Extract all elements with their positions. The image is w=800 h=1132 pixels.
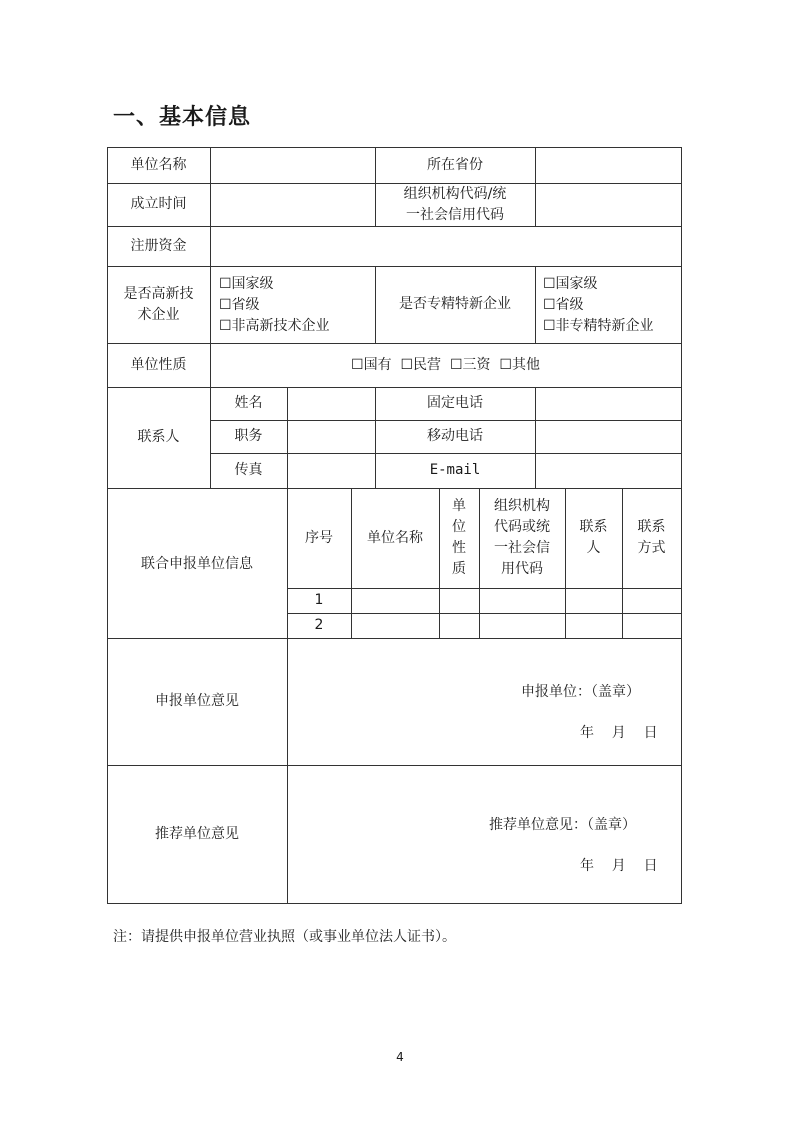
label-position: 职务 <box>234 428 263 444</box>
email-field[interactable] <box>535 453 681 488</box>
label-established: 成立时间 <box>130 196 187 212</box>
position-field[interactable] <box>287 420 375 453</box>
label-contact: 联系人 <box>137 429 180 445</box>
applicant-seal-text: 申报单位：（盖章） <box>521 684 640 700</box>
label-applicant-opinion: 申报单位意见 <box>155 693 239 709</box>
specialized-option-national[interactable]: ☐国家级 <box>543 276 598 292</box>
org-code-field[interactable] <box>535 183 681 226</box>
specialized-option-none[interactable]: ☐非专精特新企业 <box>543 318 654 334</box>
province-field[interactable] <box>535 147 681 183</box>
label-unit-name: 单位名称 <box>130 156 187 173</box>
label-fax: 传真 <box>234 462 263 478</box>
header-contact: 联系人 <box>579 519 608 556</box>
label-high-tech: 是否高新技术企业 <box>123 285 194 323</box>
high-tech-option-provincial[interactable]: ☐省级 <box>219 297 260 313</box>
label-mobile: 移动电话 <box>427 428 483 444</box>
section-title: 一、基本信息 <box>113 105 252 130</box>
header-unit-nature: 单位性质 <box>452 498 466 577</box>
phone-field[interactable] <box>535 387 681 420</box>
recommender-seal-text: 推荐单位意见：（盖章） <box>489 817 636 833</box>
footnote: 注：请提供申报单位营业执照（或事业单位法人证书）。 <box>113 929 456 945</box>
page-number: 4 <box>396 1050 404 1064</box>
joint-row-seq: 2 <box>314 617 324 633</box>
label-org-code: 组织机构代码/统一社会信用代码 <box>403 185 507 223</box>
specialized-option-provincial[interactable]: ☐省级 <box>543 297 584 313</box>
reg-capital-field[interactable] <box>210 226 681 266</box>
label-joint-info: 联合申报单位信息 <box>141 555 253 572</box>
label-recommender-opinion: 推荐单位意见 <box>155 825 239 842</box>
header-unit-name: 单位名称 <box>367 529 423 546</box>
header-contact-method: 联系方式 <box>637 519 666 556</box>
label-name: 姓名 <box>234 395 263 411</box>
name-field[interactable] <box>287 387 375 420</box>
applicant-date-line: 年 月 日 <box>580 725 658 741</box>
label-specialized: 是否专精特新企业 <box>399 296 511 312</box>
label-unit-nature: 单位性质 <box>130 356 187 373</box>
header-org-code: 组织机构代码或统一社会信用代码 <box>494 498 550 577</box>
unit-name-field[interactable] <box>210 147 375 183</box>
header-seq: 序号 <box>305 529 333 546</box>
mobile-field[interactable] <box>535 420 681 453</box>
recommender-date-line: 年 月 日 <box>580 858 658 874</box>
label-reg-capital: 注册资金 <box>130 237 187 254</box>
label-phone: 固定电话 <box>427 395 483 411</box>
established-field[interactable] <box>210 183 375 226</box>
high-tech-option-national[interactable]: ☐国家级 <box>219 276 274 292</box>
high-tech-option-none[interactable]: ☐非高新技术企业 <box>219 318 330 334</box>
joint-row-seq: 1 <box>314 592 324 608</box>
fax-field[interactable] <box>287 453 375 488</box>
unit-nature-options[interactable]: ☐国有 ☐民营 ☐三资 ☐其他 <box>351 356 540 373</box>
label-province: 所在省份 <box>427 156 483 173</box>
label-email: E-mail <box>429 462 481 478</box>
